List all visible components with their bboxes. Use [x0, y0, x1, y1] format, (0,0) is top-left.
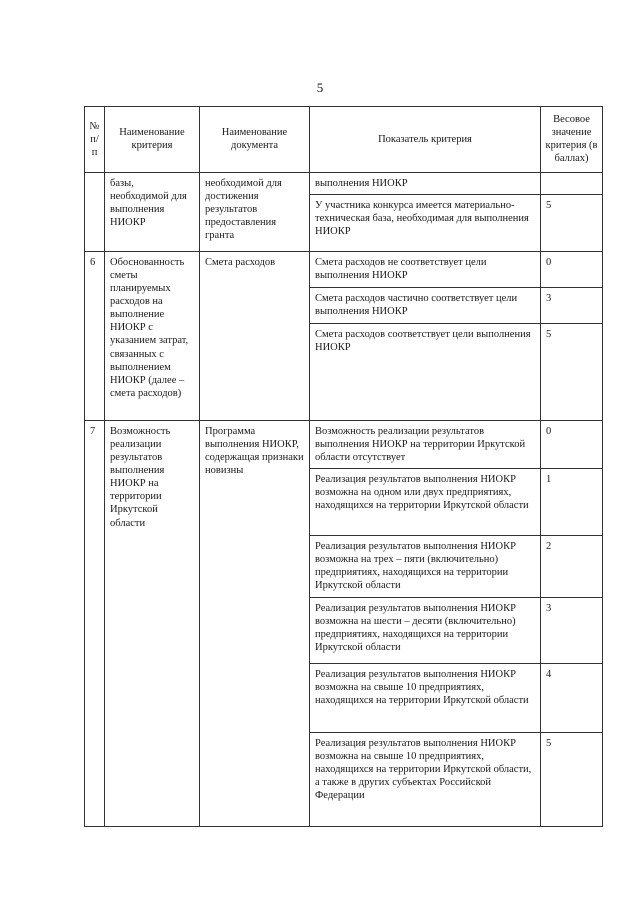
header-score: Весовое значение критерия (в баллах): [541, 107, 603, 173]
criterion-score: [541, 172, 603, 194]
criterion-score: 3: [541, 287, 603, 323]
criterion-indicator: выполнения НИОКР: [310, 172, 541, 194]
criterion-score: 0: [541, 420, 603, 468]
header-indicator: Показатель критерия: [310, 107, 541, 173]
criterion-score: 1: [541, 469, 603, 536]
table-row: [85, 172, 603, 194]
table-row: [85, 420, 603, 468]
criterion-indicator: Реализация результатов выполнения НИОКР возможна на шести – десяти (включительно) предприятиях, находящихся на территории Иркутской области: [310, 597, 541, 663]
criterion-indicator: Смета расходов частично соответствует цели выполнения НИОКР: [310, 287, 541, 323]
criterion-indicator: Реализация результатов выполнения НИОКР возможна на свыше 10 предприятиях, находящихся на территории Иркутской области: [310, 663, 541, 732]
criterion-indicator: Возможность реализации результатов выполнения НИОКР на территории Иркутской области отсутствует: [310, 420, 541, 468]
criterion-score: 4: [541, 663, 603, 732]
criterion-score: 5: [541, 323, 603, 420]
criterion-indicator: Реализация результатов выполнения НИОКР возможна на трех – пяти (включительно) предприятиях, находящихся на территории Иркутской области: [310, 536, 541, 598]
criterion-indicator: У участника конкурса имеется материально-техническая база, необходимая для выполнения НИОКР: [310, 194, 541, 251]
criterion-name: базы, необходимой для выполнения НИОКР: [105, 172, 200, 251]
header-number: № п/п: [85, 107, 105, 173]
criterion-indicator: Смета расходов соответствует цели выполнения НИОКР: [310, 323, 541, 420]
criterion-indicator: Смета расходов не соответствует цели выполнения НИОКР: [310, 251, 541, 287]
criterion-score: 5: [541, 194, 603, 251]
table-row: [85, 251, 603, 287]
criterion-score: 2: [541, 536, 603, 598]
table-header-row: [85, 107, 603, 173]
criterion-name: Возможность реализации результатов выполнения НИОКР на территории Иркутской области: [105, 420, 200, 826]
header-document: Наименование документа: [200, 107, 310, 173]
criterion-score: 0: [541, 251, 603, 287]
criteria-table: [84, 106, 603, 827]
row-number: 7: [85, 420, 105, 826]
document-name: Смета расходов: [200, 251, 310, 420]
criterion-score: 3: [541, 597, 603, 663]
header-criterion: Наименование критерия: [105, 107, 200, 173]
criterion-indicator: Реализация результатов выполнения НИОКР возможна на свыше 10 предприятиях, находящихся на территории Иркутской области, а также в других субъектах Российской Федерации: [310, 732, 541, 826]
criterion-name: Обоснованность сметы планируемых расходов на выполнение НИОКР с указанием затрат, связанных с выполнением НИОКР (далее – смета расходов): [105, 251, 200, 420]
criterion-score: 5: [541, 732, 603, 826]
document-name: необходимой для достижения результатов предоставления гранта: [200, 172, 310, 251]
criterion-indicator: Реализация результатов выполнения НИОКР возможна на одном или двух предприятиях, находящихся на территории Иркутской области: [310, 469, 541, 536]
row-number: [85, 172, 105, 251]
document-name: Программа выполнения НИОКР, содержащая признаки новизны: [200, 420, 310, 826]
row-number: 6: [85, 251, 105, 420]
page-number: 5: [316, 80, 324, 95]
